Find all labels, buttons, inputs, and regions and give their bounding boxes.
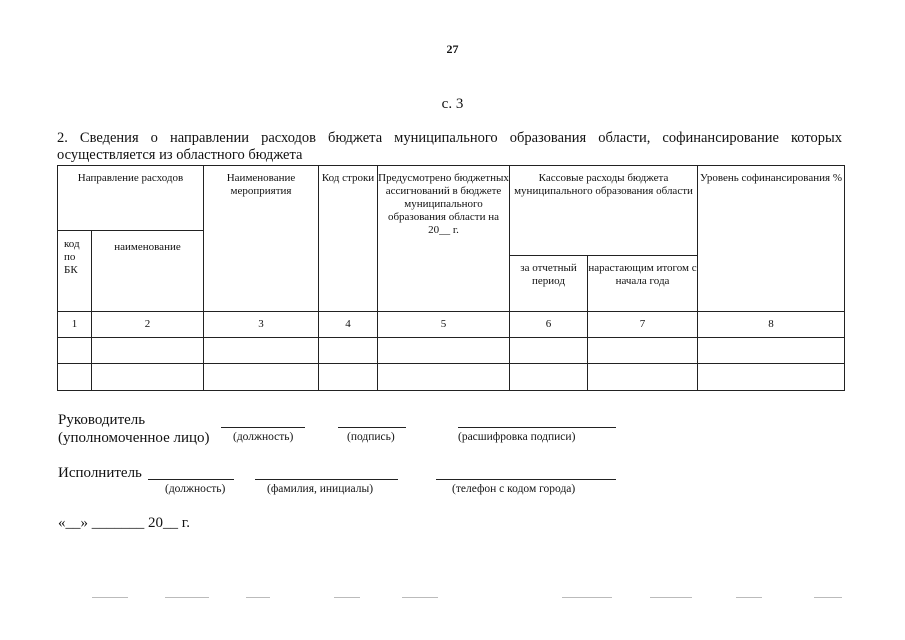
date-line: «__» _______ 20__ г.	[58, 515, 190, 531]
header-event-name: Наименование мероприятия	[204, 166, 319, 312]
column-number: 1	[58, 312, 92, 338]
section-heading: 2. Сведения о направлении расходов бюджета муниципального образования области, софинансирование которых осуществляется из областного бюджета	[57, 130, 842, 163]
table-cell[interactable]	[698, 338, 845, 364]
table-cell[interactable]	[698, 364, 845, 391]
table-cell[interactable]	[92, 364, 204, 391]
table-cell[interactable]	[58, 338, 92, 364]
column-number: 8	[698, 312, 845, 338]
head-label: Руководитель	[58, 412, 146, 428]
position-line[interactable]	[221, 427, 305, 428]
table-cell[interactable]	[58, 364, 92, 391]
scan-artifact	[650, 597, 692, 598]
header-cash-cumulative: нарастающим итогом с начала года	[588, 256, 698, 312]
sheet-label: с. 3	[441, 96, 464, 112]
table-cell[interactable]	[588, 364, 698, 391]
signature-line[interactable]	[338, 427, 406, 428]
table-cell[interactable]	[510, 364, 588, 391]
scan-artifact	[402, 597, 438, 598]
table-row	[58, 364, 845, 391]
table-cell[interactable]	[378, 364, 510, 391]
column-number: 7	[588, 312, 698, 338]
executor-phone-caption: (телефон с кодом города)	[452, 483, 576, 495]
table-cell[interactable]	[92, 338, 204, 364]
column-number: 5	[378, 312, 510, 338]
header-planned: Предусмотрено бюджетных ассигнований в бюджете муниципального образования области на 20__ г.	[378, 166, 510, 312]
executor-name-caption: (фамилия, инициалы)	[267, 483, 374, 495]
head-sublabel: (уполномоченное лицо)	[58, 430, 210, 446]
decoding-line[interactable]	[458, 427, 616, 428]
header-code-bk: код по БК	[58, 231, 92, 312]
column-number: 2	[92, 312, 204, 338]
column-number: 4	[319, 312, 378, 338]
header-cash: Кассовые расходы бюджета муниципального образования области	[510, 166, 698, 256]
header-row-code: Код строки	[319, 166, 378, 312]
header-name: наименование	[92, 231, 204, 312]
table-row	[58, 338, 845, 364]
position-caption: (должность)	[233, 431, 294, 443]
scan-artifact	[92, 597, 128, 598]
table-cell[interactable]	[204, 364, 319, 391]
table-cell[interactable]	[319, 364, 378, 391]
executor-name-line[interactable]	[255, 479, 398, 480]
scan-artifact	[562, 597, 612, 598]
scan-artifact	[165, 597, 209, 598]
scan-artifact	[736, 597, 762, 598]
header-cofinancing: Уровень софинансирования %	[698, 166, 845, 312]
executor-position-caption: (должность)	[165, 483, 226, 495]
executor-label: Исполнитель	[58, 465, 142, 481]
table-cell[interactable]	[319, 338, 378, 364]
table-cell[interactable]	[588, 338, 698, 364]
executor-position-line[interactable]	[148, 479, 234, 480]
table-cell[interactable]	[378, 338, 510, 364]
executor-phone-line[interactable]	[436, 479, 616, 480]
table-cell[interactable]	[204, 338, 319, 364]
signature-caption: (подпись)	[347, 431, 395, 443]
column-number: 3	[204, 312, 319, 338]
scan-artifact	[334, 597, 360, 598]
table-cell[interactable]	[510, 338, 588, 364]
decoding-caption: (расшифровка подписи)	[458, 431, 576, 443]
scan-artifact	[246, 597, 270, 598]
column-number: 6	[510, 312, 588, 338]
page-number: 27	[446, 42, 459, 56]
header-cash-period: за отчетный период	[510, 256, 588, 312]
scan-artifact	[814, 597, 842, 598]
header-direction: Направление расходов	[58, 166, 204, 231]
expenditure-table	[57, 165, 845, 391]
